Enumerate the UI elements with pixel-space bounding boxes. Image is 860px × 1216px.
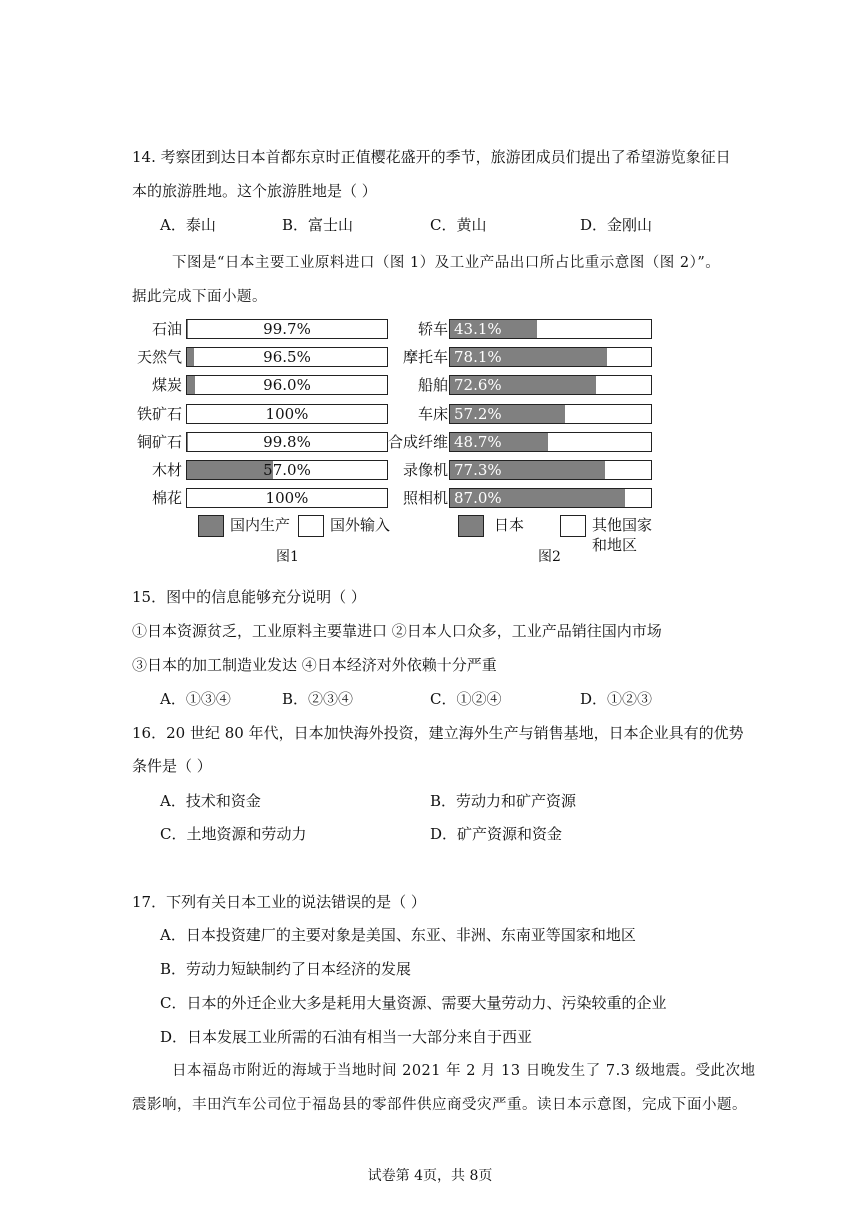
intro2-line1: 日本福岛市附近的海域于当地时间 2021 年 2 月 13 日晚发生了 7.3 级地震。受此次地 (172, 1063, 756, 1079)
fig2-bar-frame (449, 488, 652, 508)
fig2-legend-swatch-other (560, 515, 586, 537)
fig1-data-label: 99.7% (263, 320, 311, 338)
fig2-category-label: 摩托车 (402, 348, 448, 367)
fig1-data-label: 57.0% (263, 461, 311, 479)
q14-option-d: D．金刚山 (580, 216, 653, 234)
fig1-bar-frame (186, 432, 388, 452)
fig2-legend-label-japan: 日本 (494, 516, 525, 534)
figure-2-caption: 图2 (538, 549, 561, 565)
fig1-data-label: 96.0% (263, 376, 311, 395)
q17-option-d: D．日本发展工业所需的石油有相当一大部分来自于西亚 (160, 1028, 533, 1046)
fig2-data-label: 57.2% (454, 404, 502, 423)
fig1-category-label: 石油 (151, 320, 182, 338)
q16-stem-line1: 16．20 世纪 80 年代，日本加快海外投资，建立海外生产与销售基地，日本企业具有的优势 (132, 724, 744, 742)
fig1-category-label: 天然气 (136, 348, 182, 367)
fig2-bar-frame (449, 460, 652, 480)
fig1-bar-frame (186, 460, 388, 480)
fig1-bar-frame (186, 488, 388, 508)
fig1-data-label: 100% (265, 489, 309, 508)
fig2-bar-frame (449, 432, 652, 452)
q16-option-d: D．矿产资源和资金 (430, 825, 563, 843)
q16-option-b: B．劳动力和矿产资源 (430, 792, 577, 810)
fig1-legend-label-import: 国外输入 (330, 516, 391, 534)
q15-option-d: D．①②③ (580, 690, 653, 708)
q17-option-a: A．日本投资建厂的主要对象是美国、东亚、非洲、东南亚等国家和地区 (160, 926, 636, 944)
intro1-line1: 下图是“日本主要工业原料进口（图 1）及工业产品出口所占比重示意图（图 2）”。 (172, 255, 721, 271)
fig1-category-label: 铁矿石 (136, 404, 182, 423)
fig1-category-label: 木材 (151, 461, 182, 479)
fig2-data-label: 87.0% (454, 489, 502, 508)
q14-stem-line1: 14. 考察团到达日本首都东京时正值樱花盛开的季节，旅游团成员们提出了希望游览象征日 (132, 148, 731, 166)
fig1-legend-label-domestic: 国内生产 (230, 516, 291, 534)
q16-option-a: A．技术和资金 (160, 792, 261, 810)
q16-option-c: C．土地资源和劳动力 (160, 825, 307, 843)
fig2-bar-frame (449, 319, 652, 339)
fig2-data-label: 78.1% (454, 348, 502, 367)
fig2-bar-frame (449, 375, 652, 395)
q15-option-a: A．①③④ (160, 690, 231, 708)
q14-option-a: A．泰山 (160, 216, 216, 234)
fig1-legend-swatch-import (298, 515, 324, 537)
figure-1-caption: 图1 (276, 549, 299, 565)
fig2-category-label: 合成纤维 (387, 432, 448, 451)
fig2-data-label: 77.3% (454, 461, 502, 479)
fig2-legend-label-other-line1: 其他国家 (592, 516, 653, 534)
q14-stem-line2: 本的旅游胜地。这个旅游胜地是（ ） (132, 182, 377, 200)
fig1-bar-frame (186, 375, 388, 395)
fig2-legend-swatch-japan (458, 515, 484, 537)
q15-option-b: B．②③④ (282, 690, 354, 708)
fig1-bar-frame (186, 404, 388, 424)
page-footer: 试卷第 4页，共 8页 (367, 1168, 493, 1184)
fig2-category-label: 船舶 (417, 376, 448, 395)
fig2-data-label: 43.1% (454, 320, 502, 338)
intro1-line2: 据此完成下面小题。 (132, 289, 267, 305)
fig2-category-label: 录像机 (402, 461, 448, 479)
fig1-category-label: 棉花 (151, 489, 182, 508)
q16-stem-line2: 条件是（ ） (132, 757, 212, 775)
fig1-data-label: 100% (265, 404, 309, 423)
fig2-category-label: 轿车 (417, 320, 448, 338)
fig1-bar-frame (186, 319, 388, 339)
q14-option-b: B．富士山 (282, 216, 354, 234)
fig2-legend-label-other-line2: 和地区 (592, 536, 638, 554)
fig2-bar-frame (449, 347, 652, 367)
q17-option-b: B．劳动力短缺制约了日本经济的发展 (160, 960, 412, 978)
fig1-category-label: 铜矿石 (136, 432, 182, 451)
q17-stem: 17．下列有关日本工业的说法错误的是（ ） (132, 893, 426, 911)
fig1-legend-swatch-domestic (198, 515, 224, 537)
q15-option-c: C．①②④ (430, 690, 502, 708)
fig2-bar-frame (449, 404, 652, 424)
fig1-data-label: 96.5% (263, 348, 311, 367)
fig2-category-label: 照相机 (402, 489, 448, 508)
q17-option-c: C．日本的外迁企业大多是耗用大量资源、需要大量劳动力、污染较重的企业 (160, 994, 667, 1012)
q15-stem: 15．图中的信息能够充分说明（ ） (132, 588, 366, 606)
fig2-category-label: 车床 (417, 404, 448, 423)
fig1-data-label: 99.8% (263, 432, 311, 451)
q15-statement-1: ①日本资源贫乏，工业原料主要靠进口 ②日本人口众多，工业产品销往国内市场 (132, 622, 662, 640)
fig1-bar-frame (186, 347, 388, 367)
q14-option-c: C．黄山 (430, 216, 487, 234)
fig2-data-label: 48.7% (454, 432, 502, 451)
q15-statement-2: ③日本的加工制造业发达 ④日本经济对外依赖十分严重 (132, 656, 497, 674)
intro2-line2: 震影响，丰田汽车公司位于福岛县的零部件供应商受灾严重。读日本示意图，完成下面小题。 (132, 1097, 747, 1113)
fig2-data-label: 72.6% (454, 376, 502, 395)
fig1-category-label: 煤炭 (151, 376, 182, 395)
